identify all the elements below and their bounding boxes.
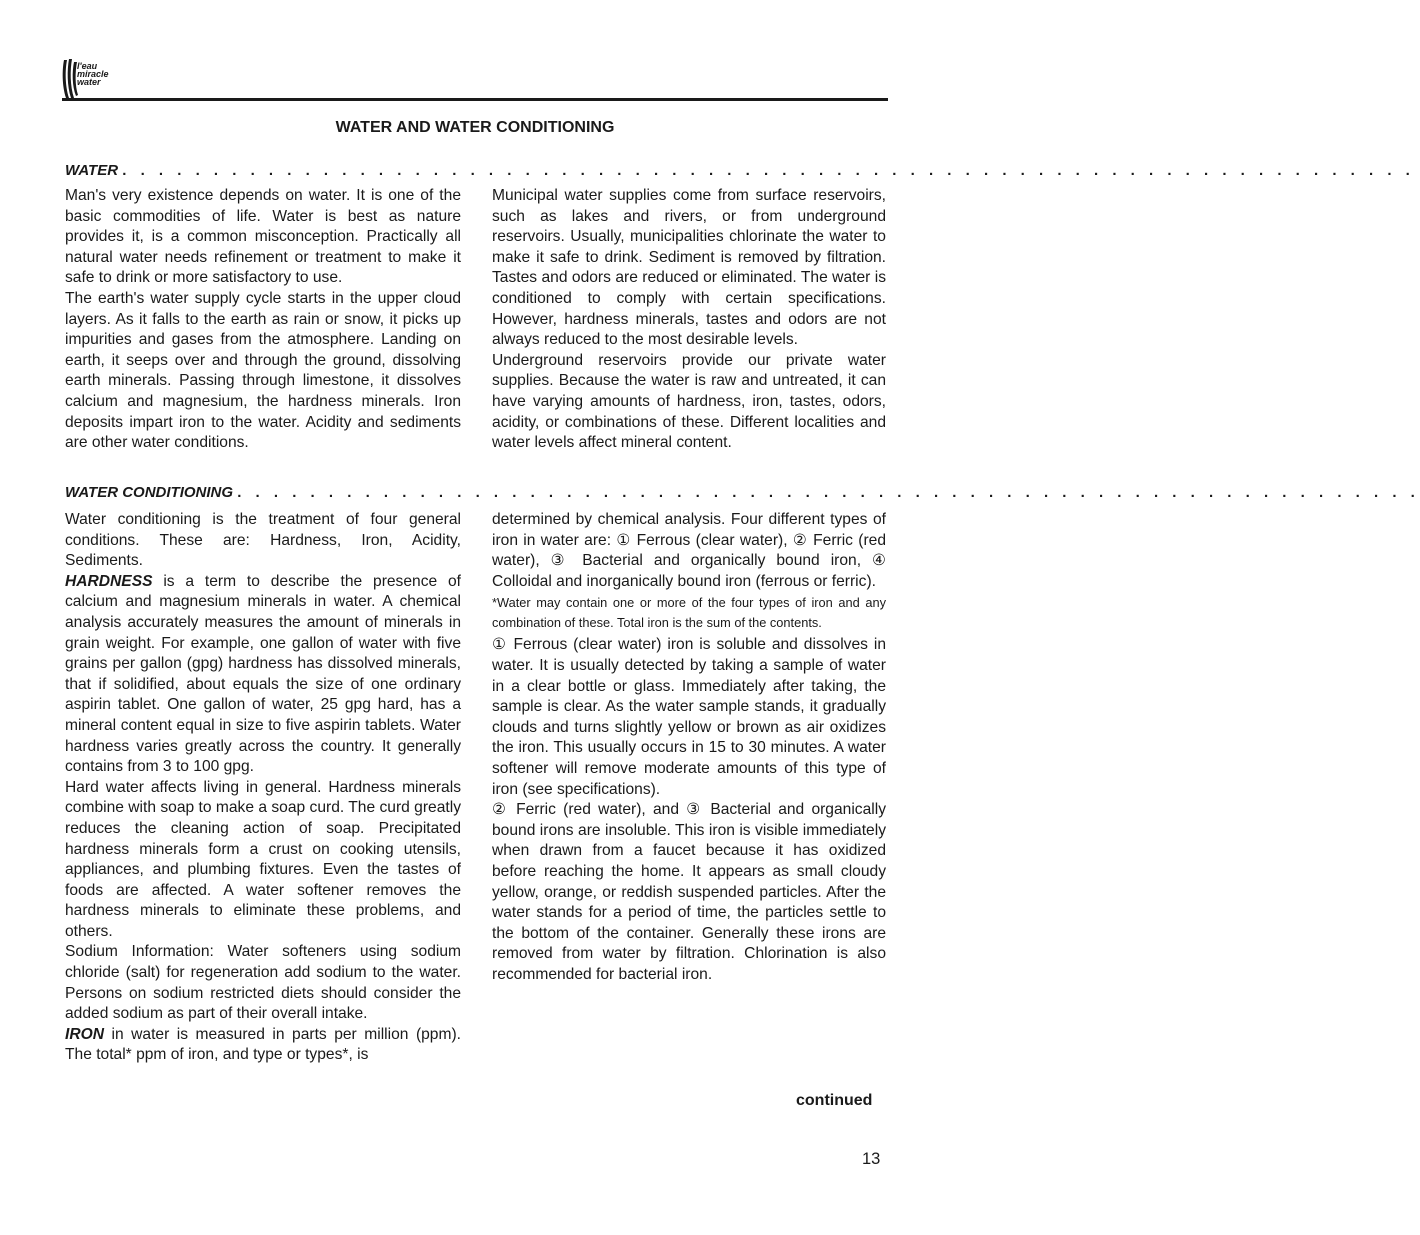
header-rule: [62, 98, 888, 101]
section-heading-water: WATER . . . . . . . . . . . . . . . . . . . . . . . . . . . . . . . . . . . . . . . . . . . . . . . . . . . . . . . . . . . . . . . . . . . . . . .: [65, 162, 1415, 179]
paragraph: determined by chemical analysis. Four different types of iron in water are: ① Ferrous (clear water), ② Ferric (red water), ③ Bacterial and organically bound iron, ④ Colloidal and inorganically bound iron (ferrous or ferric).: [492, 511, 886, 590]
page-title: WATER AND WATER CONDITIONING: [335, 119, 615, 136]
paragraph: The earth's water supply cycle starts in the upper cloud layers. As it falls to the earth as rain or snow, it picks up impurities and gases from the atmosphere. Landing on earth, it seeps over and through the ground, dissolving earth minerals. Passing through limestone, it dissolves calcium and magnesium, the hardness minerals. Iron deposits impart iron to the water. Acidity and sediments are other water conditions.: [65, 289, 461, 452]
hardness-term: HARDNESS: [65, 572, 153, 590]
paragraph: Underground reservoirs provide our private water supplies. Because the water is raw and untreated, it can have varying amounts of hardness, iron, tastes, odors, acidity, or combinations of these. Different localities and water levels affect mineral content.: [492, 351, 886, 452]
brand-wordmark: l'eau miracle water: [77, 61, 109, 87]
brand-logo: [60, 56, 150, 100]
hardness-paragraph: HARDNESS is a term to describe the presence of calcium and magnesium minerals in water. A chemical analysis accurately measures the amount of minerals in grain weight. For example, one gallon of water with five grains per gallon (gpg) hardness has dissolved minerals, that if solidified, about equals the size of one ordinary aspirin tablet. One gallon of water, 25 gpg hard, has a mineral content equal in size to five aspirin tablets. Water hardness varies greatly across the country. It generally contains from 3 to 100 gpg.: [65, 572, 461, 776]
section-heading-water-conditioning: WATER CONDITIONING . . . . . . . . . . . . . . . . . . . . . . . . . . . . . . . . . . . . . . . . . . . . . . . . . . . . . . . . . . . . . . . . .: [65, 484, 1420, 501]
footnote: *Water may contain one or more of the four types of iron and any combination of these. Total iron is the sum of the contents.: [492, 595, 886, 631]
paragraph: ② Ferric (red water), and ③ Bacterial and organically bound irons are insoluble. This iron is visible immediately when drawn from a faucet because it has oxidized before reaching the home. It appears as small cloudy yellow, orange, or reddish suspended particles. After the water stands for a period of time, the particles settle to the bottom of the container. Generally these irons are removed from water by filtration. Chlorination is also recommended for bacterial iron.: [492, 801, 886, 983]
page-number: 13: [862, 1150, 881, 1168]
conditioning-right-column: [492, 510, 886, 985]
iron-term: IRON: [65, 1025, 104, 1043]
water-right-column: [492, 186, 886, 454]
paragraph: ① Ferrous (clear water) iron is soluble and dissolves in water. It is usually detected by taking a sample of water in a clear bottle or glass. Immediately after taking, the sample is clear. As the water sample stands, it gradually clouds and turns slightly yellow or brown as air oxidizes the iron. This usually occurs in 15 to 30 minutes. A water softener will remove moderate amounts of this type of iron (see specifications).: [492, 636, 886, 798]
paragraph: Water conditioning is the treatment of four general conditions. These are: Hardness, Iron, Acidity, Sediments.: [65, 511, 461, 570]
paragraph: Hard water affects living in general. Hardness minerals combine with soap to make a soap curd. The curd greatly reduces the cleaning action of soap. Precipitated hardness minerals form a crust on cooking utensils, appliances, and plumbing fixtures. Even the tastes of foods are affected. A water softener removes the hardness minerals to eliminate these problems, and others.: [65, 778, 461, 940]
paragraph: Sodium Information: Water softeners using sodium chloride (salt) for regeneration add sodium to the water. Persons on sodium restricted diets should consider the added sodium as part of their overall intake.: [65, 943, 461, 1023]
paragraph: Municipal water supplies come from surface reservoirs, such as lakes and rivers, or from underground reservoirs. Usually, municipalities chlorinate the water to make it safe to drink. Sediment is removed by filtration. Tastes and odors are reduced or eliminated. The water is conditioned to comply with certain specifications. However, hardness minerals, tastes and odors are not always reduced to the most desirable levels.: [492, 187, 886, 349]
continued-label: continued: [796, 1092, 873, 1109]
iron-paragraph: IRON in water is measured in parts per million (ppm). The total* ppm of iron, and type or types*, is: [65, 1025, 461, 1064]
paragraph: Man's very existence depends on water. It is one of the basic commodities of life. Water is best as nature provides it, is a common misconception. Practically all natural water needs refinement or treatment to make it safe to drink or more satisfactory to use.: [65, 187, 461, 287]
conditioning-left-column: [65, 510, 461, 1066]
water-left-column: [65, 186, 461, 454]
